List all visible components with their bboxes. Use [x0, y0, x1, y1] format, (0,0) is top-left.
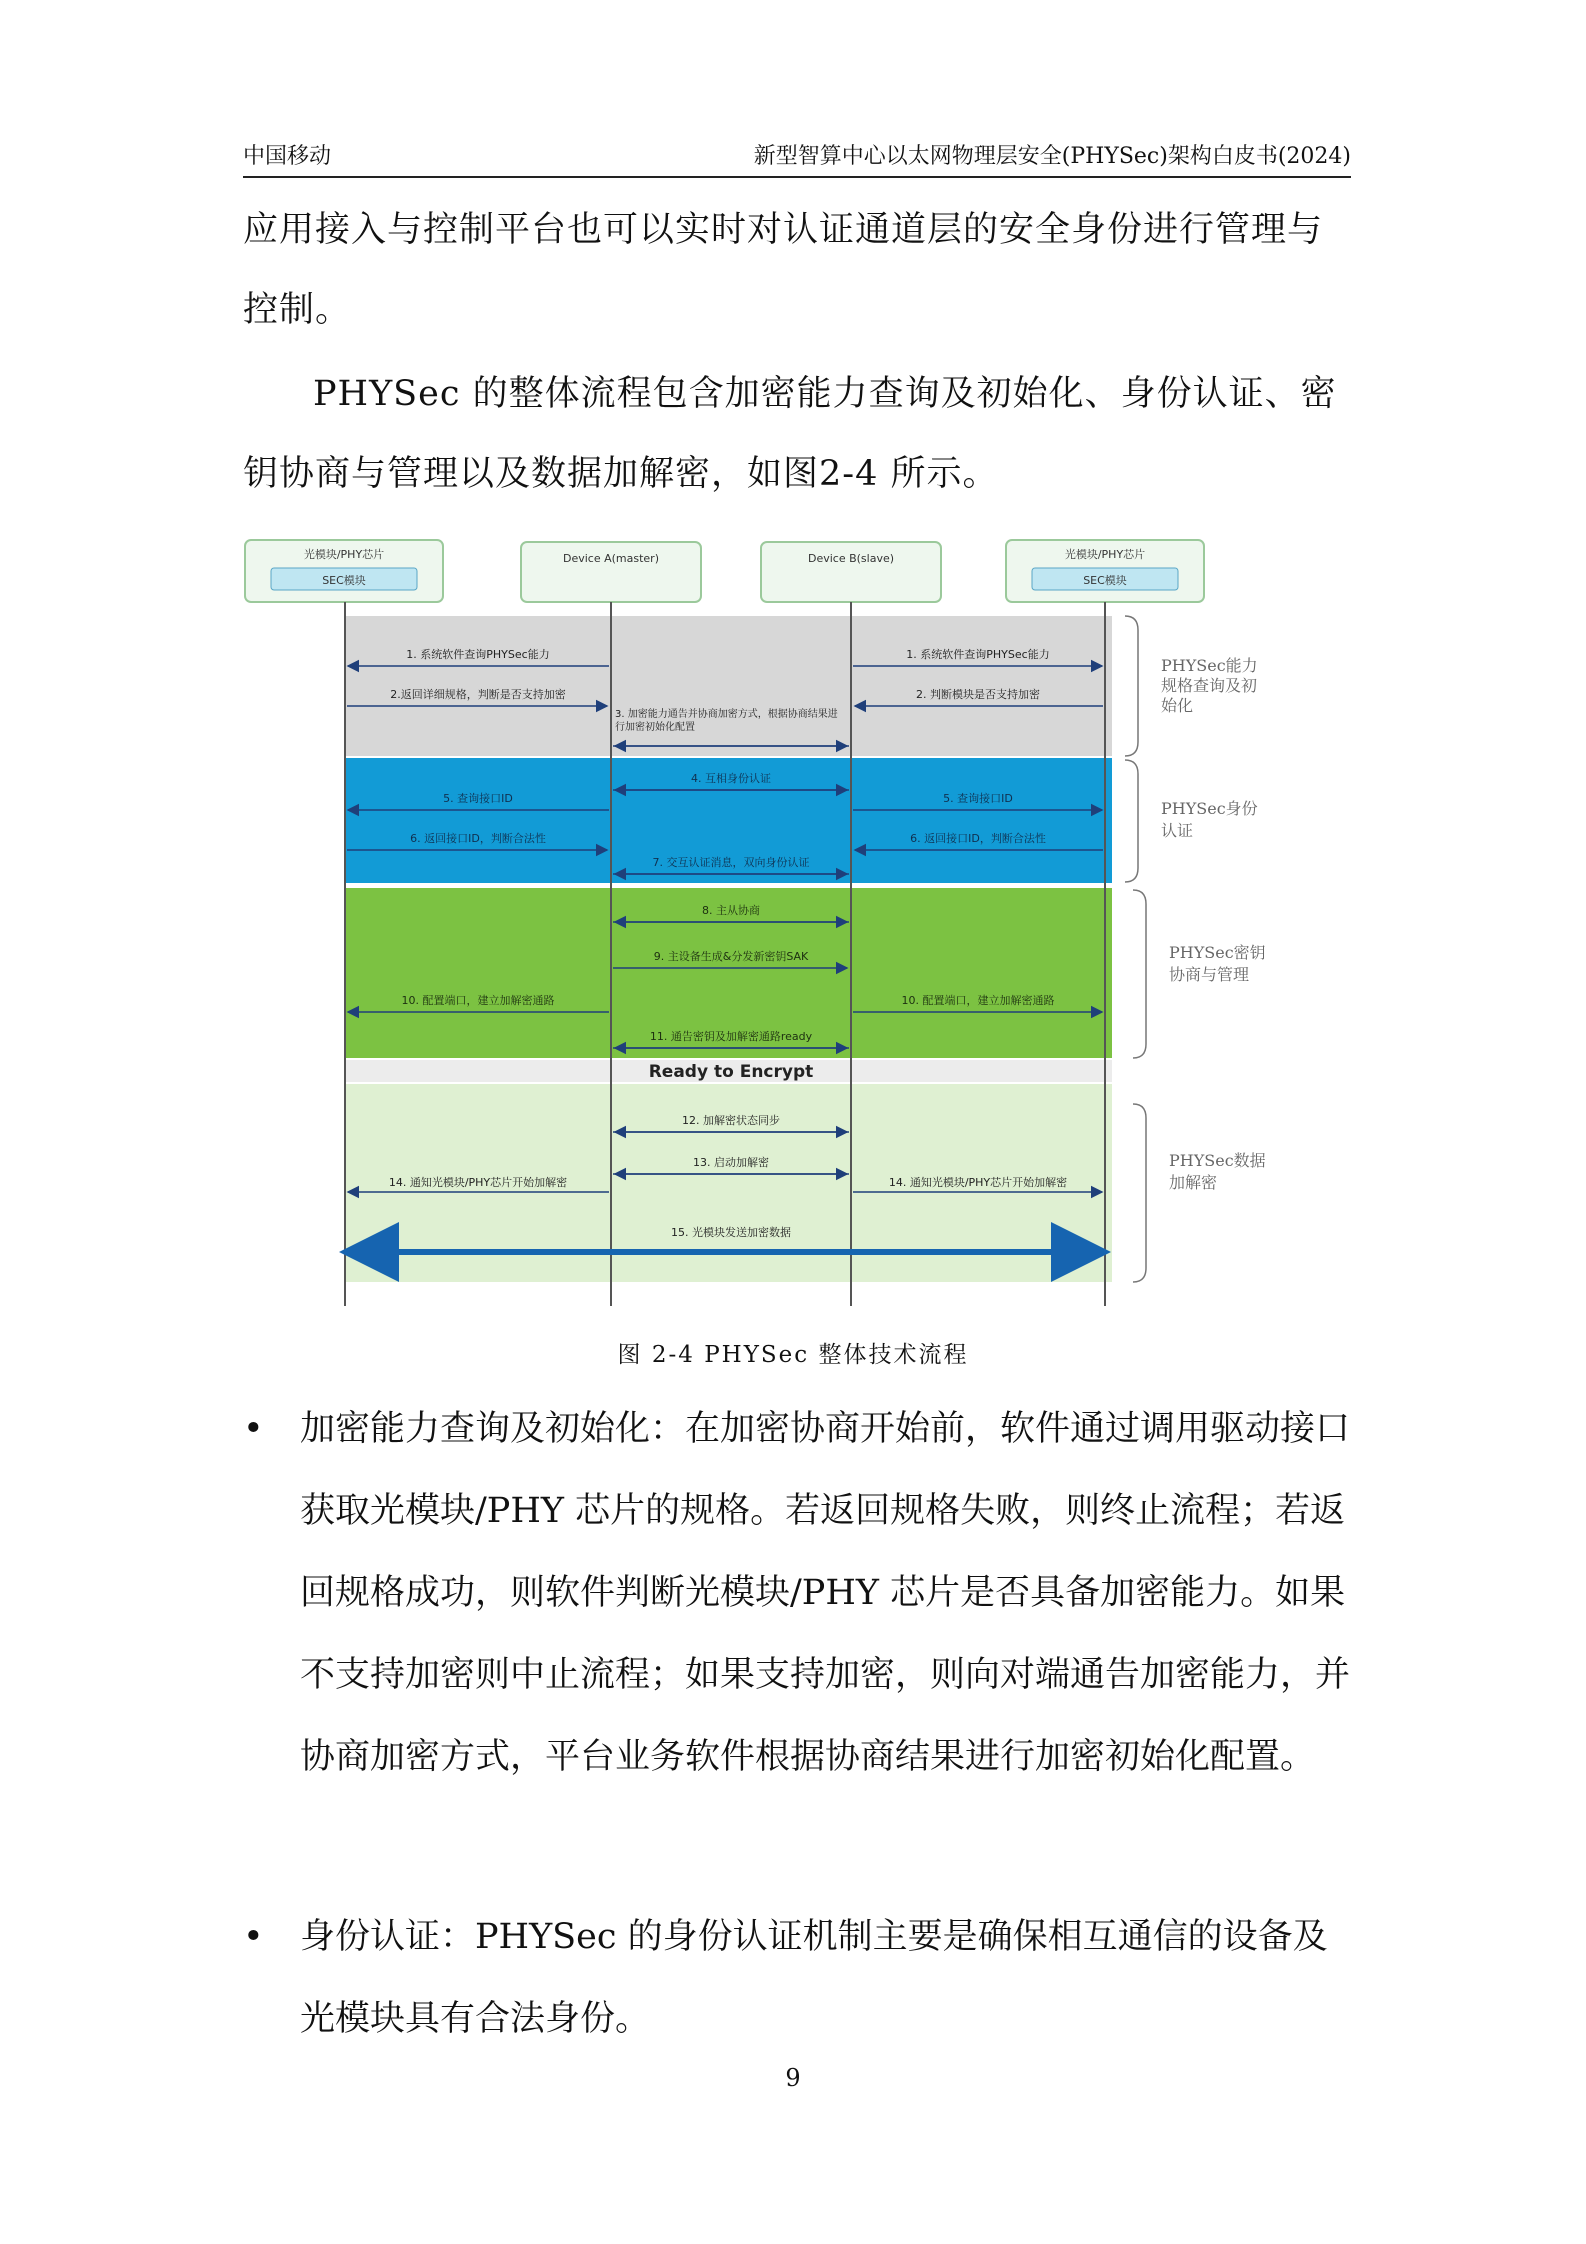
- participant-a-title: Device A(master): [562, 552, 660, 565]
- phase-brackets: [1125, 616, 1146, 1282]
- bullet-text: 加密能力查询及初始化：在加密协商开始前，软件通过调用驱动接口获取光模块/PHY 芯片的规格。若返回规格失败，则终止流程；若返回规格成功，则软件判断光模块/PHY 芯片是否具备加密能力。如果不支持加密则中止流程；如果支持加密，则向对端通告加密能力，并协商加密方式，平台业务软件根据协商结果进行加密初始化配置。: [300, 1409, 1351, 1777]
- sequence-diagram: [243, 538, 1351, 1308]
- msg-12: 12. 加解密状态同步: [682, 1114, 780, 1127]
- phase-label-key: PHYSec密钥协商与管理: [1169, 943, 1266, 984]
- msg-14b: 14. 通知光模块/PHY芯片开始加解密: [888, 1176, 1068, 1189]
- participant-right-sub: SEC模块: [1083, 574, 1127, 587]
- participant-device-b: [761, 542, 941, 602]
- participant-left-sub: SEC模块: [322, 574, 366, 587]
- ready-to-encrypt-banner: Ready to Encrypt: [648, 1062, 814, 1082]
- msg-2b: 2. 判断模块是否支持加密: [916, 688, 1040, 701]
- bullet-symbol: •: [243, 1409, 264, 1449]
- bullet-capability-init: [243, 1388, 1351, 1798]
- phase-label-data: PHYSec数据加解密: [1169, 1151, 1266, 1192]
- bullet-text: 身份认证：PHYSec 的身份认证机制主要是确保相互通信的设备及光模块具有合法身份。: [300, 1917, 1328, 2039]
- msg-8: 8. 主从协商: [702, 904, 760, 917]
- msg-6a: 6. 返回接口ID，判断合法性: [410, 832, 546, 845]
- msg-3: 3. 加密能力通告并协商加密方式，根据协商结果进行加密初始化配置: [615, 709, 838, 733]
- msg-6b: 6. 返回接口ID，判断合法性: [910, 832, 1046, 845]
- bullet-symbol: •: [243, 1917, 264, 1957]
- figure-caption: 图 2-4 PHYSec 整体技术流程: [617, 1342, 969, 1368]
- phase-label-auth: PHYSec身份认证: [1161, 799, 1258, 840]
- header-org: 中国移动: [243, 144, 332, 169]
- participant-left-module: [245, 540, 443, 602]
- overview-paragraph: PHYSec 的整体流程包含加密能力查询及初始化、身份认证、密钥协商与管理以及数据加解密，如图2-4 所示。: [243, 374, 1337, 494]
- participant-right-module: [1006, 540, 1204, 602]
- msg-1a: 1. 系统软件查询PHYSec能力: [406, 648, 550, 661]
- msg-14a: 14. 通知光模块/PHY芯片开始加解密: [388, 1176, 568, 1189]
- msg-4: 4. 互相身份认证: [691, 772, 771, 785]
- msg-15: 15. 光模块发送加密数据: [671, 1226, 791, 1239]
- header-doc-title: 新型智算中心以太网物理层安全(PHYSec)架构白皮书(2024): [753, 144, 1351, 169]
- physec-flow-figure: [243, 538, 1351, 1308]
- participant-device-a: [521, 542, 701, 602]
- msg-5a: 5. 查询接口ID: [443, 792, 513, 805]
- msg-9: 9. 主设备生成&分发新密钥SAK: [653, 950, 809, 963]
- page-number: 9: [785, 2064, 801, 2092]
- bullet-identity-auth: [243, 1896, 1351, 2060]
- msg-7: 7. 交互认证消息，双向身份认证: [652, 856, 810, 869]
- msg-10a: 10. 配置端口，建立加解密通路: [401, 994, 555, 1007]
- msg-1b: 1. 系统软件查询PHYSec能力: [906, 648, 1050, 661]
- participant-left-title: 光模块/PHY芯片: [303, 548, 385, 561]
- msg-2a: 2.返回详细规格，判断是否支持加密: [390, 688, 566, 701]
- participant-b-title: Device B(slave): [807, 552, 895, 565]
- msg-10b: 10. 配置端口，建立加解密通路: [901, 994, 1055, 1007]
- page-header: [243, 140, 1351, 178]
- participant-right-title: 光模块/PHY芯片: [1064, 548, 1146, 561]
- msg-5b: 5. 查询接口ID: [943, 792, 1013, 805]
- msg-13: 13. 启动加解密: [693, 1156, 769, 1169]
- intro-paragraph: 应用接入与控制平台也可以实时对认证通道层的安全身份进行管理与控制。: [243, 210, 1324, 330]
- msg-11: 11. 通告密钥及加解密通路ready: [649, 1030, 813, 1043]
- phase-label-init: PHYSec能力规格查询及初始化: [1161, 656, 1258, 715]
